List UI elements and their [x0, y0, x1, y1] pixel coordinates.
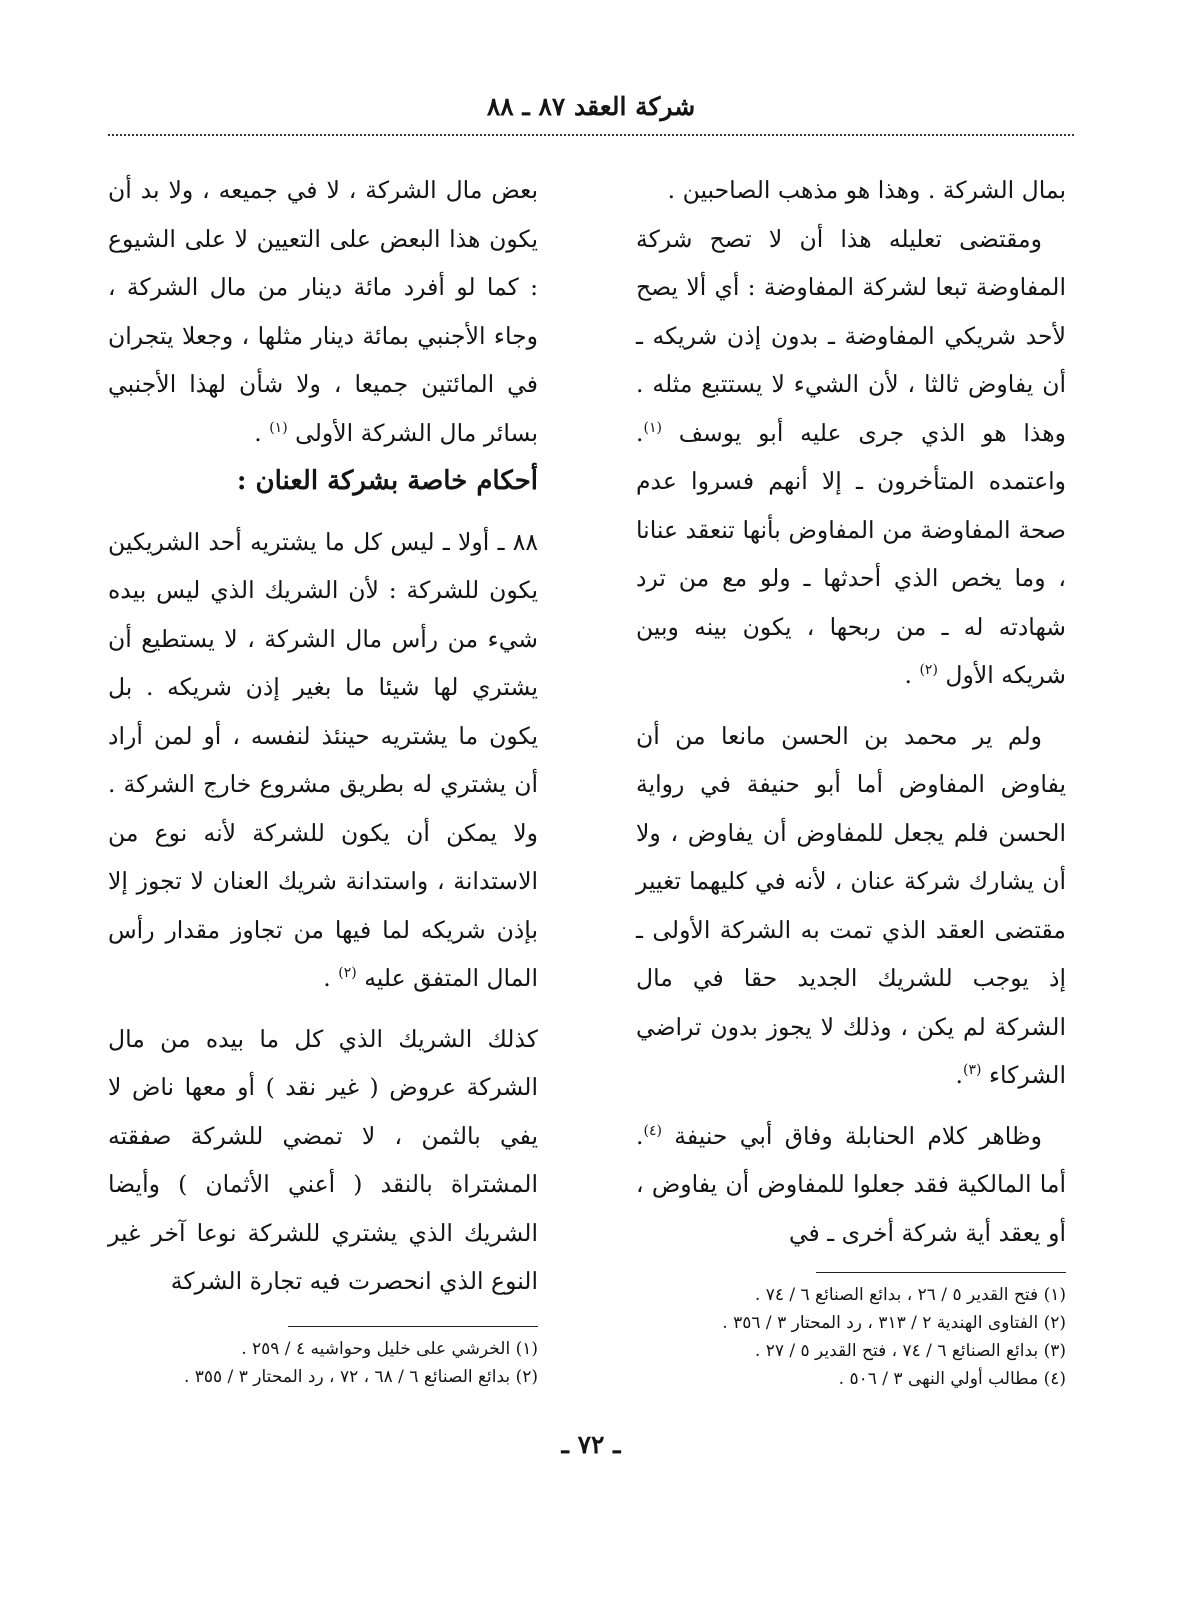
footnote-right-4: (٤) مطالب أولي النهى ٣ / ٥٠٦ . — [838, 1369, 1066, 1389]
right-paragraph-4 — [636, 1112, 1066, 1258]
footnote-ref-1: (١) — [643, 419, 662, 436]
footnote-ref-left-1: (١) — [269, 419, 288, 436]
right-paragraph-1: بمال الشركة . وهذا هو مذهب الصاحبين . — [667, 176, 1066, 204]
footnote-ref-3: (٣) — [963, 1062, 982, 1079]
right-paragraph-3-end: . — [955, 1061, 964, 1089]
right-paragraph-2-continued: . واعتمده المتأخرون ـ إلا أنهم فسروا عدم صحة المفاوضة من المفاوض بأنها تنعقد عنانا ، وما يخص الذي أحدثها ـ ولو مع من ترد شهادته له ـ من ربحها ، يكون بينه وبين شريكه الأول — [636, 418, 1066, 689]
right-paragraph-4-continued: . أما المالكية فقد جعلوا للمفاوض أن يفاوض ، أو يعقد أية شركة أخرى ـ في — [636, 1121, 1066, 1247]
page-header: شركة العقد ٨٧ ـ ٨٨ — [486, 92, 696, 121]
right-paragraph-4-text: وظاهر كلام الحنابلة وفاق أبي حنيفة — [674, 1121, 1042, 1150]
left-column — [108, 166, 538, 1306]
right-paragraph-2 — [636, 215, 1066, 700]
left-paragraph-1-end: . — [254, 418, 262, 447]
right-paragraph-2-end: . — [904, 661, 912, 689]
footnote-ref-left-2: (٢) — [338, 965, 357, 982]
footnote-ref-2: (٢) — [919, 662, 938, 679]
right-paragraph-2-text: ومقتضى تعليله هذا أن لا تصح شركة المفاوضة تبعا لشركة المفاوضة : أي ألا يصح لأحد شريكي المفاوضة ـ بدون إذن شريكه ـ أن يفاوض ثالثا ، لأن الشيء لا يستتبع مثله . وهذا هو الذي جرى عليه أبو يوسف — [636, 224, 1066, 447]
footnote-right-2: (٢) الفتاوى الهندية ٢ / ٣١٣ ، رد المحتار ٣ / ٣٥٦ . — [722, 1313, 1066, 1333]
right-column — [636, 166, 1066, 1257]
page-number: ـ ٧٢ ـ — [561, 1430, 621, 1459]
footnote-right-3: (٣) بدائع الصنائع ٦ / ٧٤ ، فتح القدير ٥ / ٢٧ . — [754, 1341, 1066, 1361]
footnote-right-1: (١) فتح القدير ٥ / ٢٦ ، بدائع الصنائع ٦ / ٧٤ . — [754, 1285, 1066, 1305]
footnote-ref-4: (٤) — [643, 1122, 662, 1139]
left-paragraph-2-end: . — [323, 964, 331, 992]
right-paragraph-3 — [636, 712, 1066, 1100]
footnote-left-1: (١) الخرشي على خليل وحواشيه ٤ / ٢٥٩ . — [241, 1339, 538, 1359]
left-paragraph-2 — [108, 518, 538, 1003]
left-paragraph-1 — [108, 166, 538, 457]
section-heading: أحكام خاصة بشركة العنان : — [236, 466, 538, 496]
footnote-divider-left — [288, 1326, 538, 1327]
right-paragraph-3-text: ولم ير محمد بن الحسن مانعا من أن يفاوض المفاوض أما أبو حنيفة في رواية الحسن فلم يجعل للمفاوض أن يفاوض ، ولا أن يشارك شركة عنان ، لأنه في كليهما تغيير مقتضى العقد الذي تمت به الشركة الأولى ـ إذ يوجب للشريك الجديد حقا في مال الشركة لم يكن ، وذلك لا يجوز بدون تراضي الشركاء — [636, 721, 1066, 1089]
footnote-divider-right — [816, 1272, 1066, 1273]
footnotes-left — [108, 1326, 538, 1391]
footnotes-right — [636, 1272, 1066, 1393]
left-paragraph-3: كذلك الشريك الذي كل ما بيده من مال الشركة عروض ( غير نقد ) أو معها ناض لا يفي بالثمن ، لا تمضي للشركة صفقته المشتراة بالنقد ( أعني الأثمان ) وأيضا الشريك الذي يشتري للشركة نوعا آخر غير النوع الذي انحصرت فيه تجارة الشركة — [108, 1024, 538, 1295]
footnote-left-2: (٢) بدائع الصنائع ٦ / ٦٨ ، ٧٢ ، رد المحتار ٣ / ٣٥٥ . — [183, 1367, 538, 1387]
left-paragraph-1-text: بعض مال الشركة ، لا في جميعه ، ولا بد أن يكون هذا البعض على التعيين لا على الشيوع : كما لو أفرد مائة دينار من مال الشركة ، وجاء الأجنبي بمائة دينار مثلها ، وجعلا يتجران في المائتين جميعا ، ولا شأن لهذا الأجنبي بسائر مال الشركة الأولى — [108, 176, 538, 447]
left-paragraph-2-text: ٨٨ ـ أولا ـ ليس كل ما يشتريه أحد الشريكين يكون للشركة : لأن الشريك الذي ليس بيده شيء من رأس مال الشركة ، لا يستطيع أن يشتري لها شيئا ما بغير إذن شريكه . بل يكون ما يشتريه حينئذ لنفسه ، أو لمن أراد أن يشتري له بطريق مشروع خارج الشركة . ولا يمكن أن يكون للشركة لأنه نوع من الاستدانة ، واستدانة شريك العنان لا تجوز إلا بإذن شريكه لما فيها من تجاوز مقدار رأس المال المتفق عليه — [108, 527, 538, 992]
header-divider — [108, 134, 1074, 136]
